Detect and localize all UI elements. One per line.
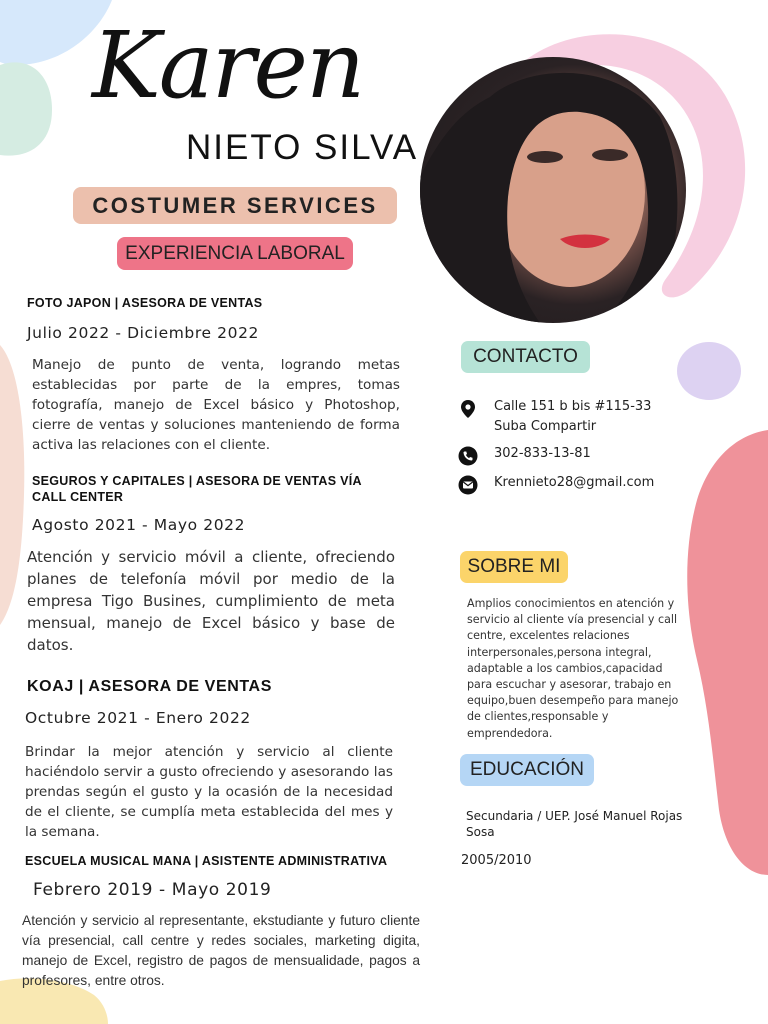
phone-icon bbox=[458, 446, 478, 466]
education-heading: EDUCACIÓN bbox=[460, 754, 594, 786]
contact-address bbox=[458, 397, 651, 437]
lavender-dot bbox=[676, 341, 742, 401]
first-name: Karen bbox=[92, 12, 364, 119]
job-title-3: KOAJ | ASESORA DE VENTAS bbox=[27, 678, 272, 695]
job-title-1: FOTO JAPON | ASESORA DE VENTAS bbox=[27, 296, 263, 310]
contact-email[interactable] bbox=[458, 473, 654, 495]
job-description-1: Manejo de punto de venta, logrando metas establecidas por parte de la empres, tomas fotografía, manejo de Excel básico y Photoshop, cierre de ventas y soluciones manteniendo de forma activa las relaciones con el cliente. bbox=[32, 357, 400, 453]
mint-blob-left bbox=[0, 55, 60, 165]
address-line-1: Calle 151 b bis #115-33 bbox=[494, 399, 652, 414]
job-description-2: Atención y servicio móvil a cliente, ofreciendo planes de telefonía móvil por medio de la empresa Tigo Busines, cumplimiento de meta mensual, manejo de Excel básico y base de datos. bbox=[27, 548, 395, 654]
job-date-3: Octubre 2021 - Enero 2022 bbox=[25, 709, 251, 727]
job-date-1: Julio 2022 - Diciembre 2022 bbox=[27, 324, 259, 342]
about-heading: SOBRE MI bbox=[460, 551, 568, 583]
location-pin-icon bbox=[458, 399, 478, 419]
job-description-4: Atención y servicio al representante, ekstudiante y futuro cliente vía presencial, call centre y redes sociales, marketing digita, manejo de Excel, registro de pagos de mensualidade, pagos a profesores, entre otros. bbox=[22, 913, 420, 988]
peach-blob-left bbox=[0, 345, 30, 625]
job-date-4: Febrero 2019 - Mayo 2019 bbox=[33, 880, 272, 900]
contact-phone[interactable] bbox=[458, 444, 591, 466]
contact-heading: CONTACTO bbox=[461, 341, 590, 373]
profile-photo bbox=[420, 57, 686, 323]
email-address: Krennieto28@gmail.com bbox=[494, 475, 655, 490]
phone-number: 302-833-13-81 bbox=[494, 446, 591, 461]
job-title-4: ESCUELA MUSICAL MANA | ASISTENTE ADMINISTRATIVA bbox=[25, 854, 388, 868]
email-icon bbox=[458, 475, 478, 495]
job-date-2: Agosto 2021 - Mayo 2022 bbox=[32, 516, 246, 534]
coral-blob-right bbox=[685, 430, 768, 875]
address-line-2: Suba Compartir bbox=[494, 419, 597, 434]
last-name: NIETO SILVA bbox=[186, 128, 419, 167]
role-title: COSTUMER SERVICES bbox=[73, 187, 397, 224]
experience-heading: EXPERIENCIA LABORAL bbox=[117, 237, 353, 270]
about-text: Amplios conocimientos en atención y servicio al cliente vía presencial y call centre, excelentes relaciones interpersonales,persona integral, adaptable a los cambios,capacidad para escuchar y asesorar, trabajo en equipo,buen desempeño para manejo de clientes,responsable y emprendedora. bbox=[467, 597, 679, 740]
job-title-2: SEGUROS Y CAPITALES | ASESORA DE VENTAS VÍA CALL CENTER bbox=[32, 474, 362, 504]
education-years: 2005/2010 bbox=[461, 853, 532, 868]
education-school: Secundaria / UEP. José Manuel Rojas Sosa bbox=[466, 809, 683, 839]
job-description-3: Brindar la mejor atención y servicio al cliente haciéndolo servir a gusto ofreciendo y asesorando las prendas según el gusto y la ocasión de la necesidad de el cliente, se cumplía meta establecida del mes y la semana. bbox=[25, 744, 393, 840]
